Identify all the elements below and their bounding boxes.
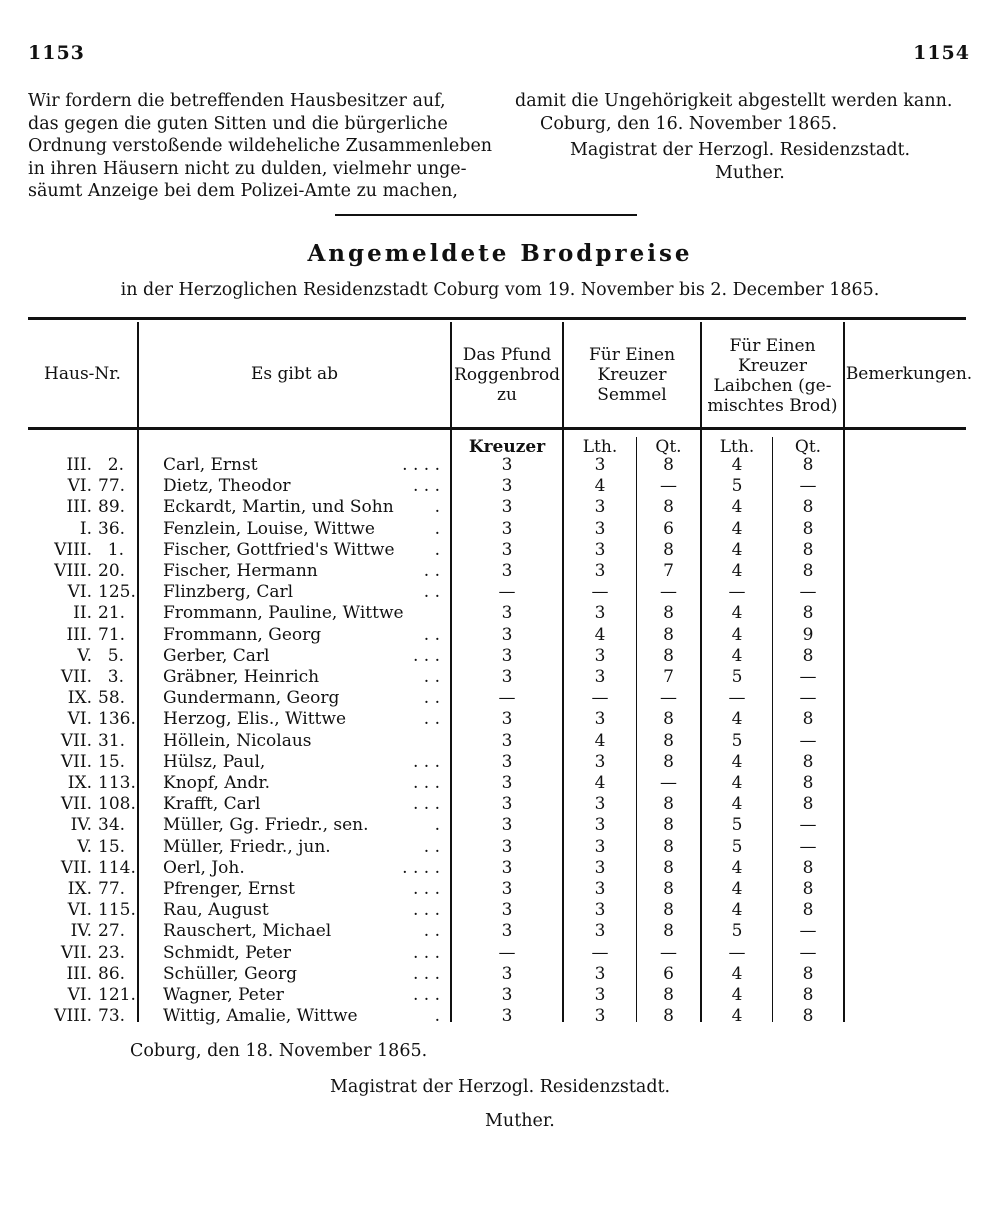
cell-s-lth: 3 (594, 751, 606, 772)
intro-left-line: Wir fordern die betreffenden Hausbesitzer auf, (28, 91, 446, 111)
cell-s-lth: — (591, 942, 609, 963)
cell-l-lth: 4 (731, 900, 743, 921)
cell-l-qt: — (799, 582, 817, 603)
cell-l-lth: 5 (731, 667, 743, 687)
cell-s-lth: 4 (594, 476, 606, 497)
page-number-right: 1154 (913, 42, 970, 64)
cell-l-qt: 8 (802, 963, 814, 984)
cell-kr: 3 (501, 624, 513, 645)
cell-kr: 3 (501, 730, 513, 751)
header-semmel-line: Semmel (597, 385, 667, 405)
cell-s-lth: 3 (594, 518, 606, 539)
cell-name: Herzog, Elis., Wittwe (163, 709, 346, 730)
cell-dots: . . (423, 688, 440, 709)
intro-left-line: säumt Anzeige bei dem Polizei-Amte zu machen, (28, 181, 458, 201)
cell-kr: 3 (501, 773, 513, 793)
cell-s-lth: 3 (594, 709, 606, 730)
cell-l-lth: 5 (731, 476, 743, 497)
cell-l-lth: — (728, 688, 746, 709)
cell-kr: 3 (501, 1006, 513, 1027)
cell-s-lth: — (591, 582, 609, 603)
cell-district: V. (77, 836, 92, 857)
unit-laib-qt: Qt. (794, 437, 822, 457)
cell-dots: . . (423, 836, 440, 857)
cell-nr: 31. (98, 730, 126, 751)
cell-kr: 3 (501, 857, 513, 878)
cell-district: III. (66, 497, 92, 518)
table-top-rule (28, 317, 966, 320)
cell-name: Frommann, Pauline, Wittwe (163, 603, 404, 624)
cell-kr: 3 (501, 709, 513, 730)
cell-dots: . . (423, 624, 440, 645)
cell-l-lth: 5 (731, 815, 743, 836)
cell-name: Müller, Friedr., jun. (163, 836, 331, 857)
cell-kr: 3 (501, 603, 513, 624)
cell-l-lth: 5 (731, 730, 743, 751)
cell-dots: . . (423, 667, 440, 687)
cell-s-lth: 3 (594, 645, 606, 666)
intro-right-authority: Magistrat der Herzogl. Residenzstadt. (570, 140, 911, 160)
cell-l-qt: 8 (802, 645, 814, 666)
cell-district: III. (66, 455, 92, 475)
unit-laib-lth: Lth. (719, 437, 755, 457)
cell-l-qt: 8 (802, 857, 814, 878)
cell-nr: 89. (98, 497, 126, 518)
cell-district: VI. (67, 985, 92, 1005)
cell-s-qt: 8 (663, 751, 674, 772)
cell-s-qt: 8 (663, 497, 674, 518)
header-semmel-line: Für Einen (588, 345, 676, 365)
cell-nr: 114. (98, 857, 136, 878)
cell-l-qt: 8 (802, 709, 814, 730)
cell-nr: 121. (98, 985, 136, 1005)
cell-district: V. (77, 645, 92, 666)
cell-kr: 3 (501, 561, 513, 581)
cell-l-qt: 8 (802, 751, 814, 772)
cell-l-lth: 4 (731, 561, 743, 581)
cell-s-qt: 6 (663, 963, 674, 984)
cell-s-lth: 3 (594, 603, 606, 624)
cell-l-lth: 4 (731, 751, 743, 772)
cell-s-qt: 6 (663, 518, 674, 539)
cell-name: Gundermann, Georg (163, 688, 340, 709)
cell-dots: . . (423, 921, 440, 942)
cell-dots: . . . (412, 751, 440, 772)
cell-kr: 3 (501, 900, 513, 921)
cell-l-qt: 8 (802, 879, 814, 899)
table-header-rule (28, 427, 966, 430)
cell-name: Müller, Gg. Friedr., sen. (163, 815, 369, 836)
cell-name: Dietz, Theodor (163, 476, 291, 497)
cell-l-lth: 4 (731, 645, 743, 666)
cell-district: VII. (60, 794, 92, 815)
cell-l-lth: 4 (731, 794, 743, 815)
header-semmel (564, 345, 700, 405)
cell-kr: 3 (501, 751, 513, 772)
cell-l-lth: 5 (731, 921, 743, 942)
cell-name: Schüller, Georg (163, 963, 297, 984)
cell-s-qt: 8 (663, 709, 674, 730)
cell-name: Hülsz, Paul, (163, 751, 266, 772)
cell-l-lth: 4 (731, 709, 743, 730)
cell-l-qt: 8 (802, 561, 814, 581)
cell-name: Fischer, Gottfried's Wittwe (163, 539, 395, 560)
cell-dots: . . . (412, 645, 440, 666)
cell-nr: 1. (107, 539, 124, 560)
cell-s-lth: 3 (594, 815, 606, 836)
cell-s-qt: 8 (663, 815, 674, 836)
cell-name: Gerber, Carl (163, 645, 270, 666)
cell-kr: 3 (501, 645, 513, 666)
cell-s-qt: — (660, 688, 677, 709)
cell-l-qt: 8 (802, 497, 814, 518)
cell-l-qt: 8 (802, 603, 814, 624)
cell-name: Schmidt, Peter (163, 942, 291, 963)
cell-nr: 20. (98, 561, 126, 581)
cell-l-lth: 4 (731, 985, 743, 1005)
cell-s-qt: 8 (663, 857, 674, 878)
cell-s-lth: 3 (594, 794, 606, 815)
cell-name: Krafft, Carl (163, 794, 261, 815)
cell-l-qt: 8 (802, 539, 814, 560)
cell-dots: . . . (412, 985, 440, 1005)
cell-kr: 3 (501, 836, 513, 857)
cell-s-qt: 8 (663, 603, 674, 624)
cell-s-lth: 4 (594, 773, 606, 793)
cell-dots: . . . (412, 963, 440, 984)
cell-nr: 71. (98, 624, 126, 645)
unit-kreuzer: Kreuzer (468, 437, 546, 457)
cell-l-qt: 8 (802, 518, 814, 539)
cell-district: III. (66, 624, 92, 645)
cell-district: VII. (60, 942, 92, 963)
cell-s-qt: 8 (663, 730, 674, 751)
cell-dots: . . (423, 709, 440, 730)
cell-name: Carl, Ernst (163, 455, 258, 475)
intro-left-column (28, 90, 493, 203)
cell-l-qt: 9 (802, 624, 814, 645)
cell-l-qt: — (799, 667, 817, 687)
cell-l-lth: 4 (731, 1006, 743, 1027)
cell-district: I. (79, 518, 92, 539)
cell-nr: 113. (98, 773, 136, 793)
separator-rule (335, 214, 637, 216)
cell-kr: — (498, 582, 516, 603)
cell-district: IX. (67, 879, 92, 899)
cell-l-lth: — (728, 942, 746, 963)
cell-l-lth: 5 (731, 836, 743, 857)
cell-l-qt: 8 (802, 985, 814, 1005)
header-roggenbrod-line: Roggenbrod (454, 365, 560, 385)
cell-district: VIII. (54, 561, 92, 581)
cell-nr: 23. (98, 942, 126, 963)
cell-nr: 125. (98, 582, 136, 603)
cell-s-qt: 8 (663, 836, 674, 857)
cell-s-lth: 4 (594, 624, 606, 645)
page-number-left: 1153 (28, 42, 85, 64)
cell-kr: 3 (501, 794, 513, 815)
cell-s-qt: 8 (663, 985, 674, 1005)
header-bemerkungen: Bemerkungen. (845, 364, 973, 384)
cell-l-qt: 8 (802, 794, 814, 815)
header-laibchen-line: Laibchen (ge- (713, 376, 832, 396)
cell-s-qt: — (660, 773, 677, 793)
cell-l-qt: — (799, 815, 817, 836)
cell-nr: 36. (98, 518, 126, 539)
cell-s-qt: 7 (663, 561, 674, 581)
cell-dots: . (434, 815, 440, 836)
unit-semmel-qt: Qt. (655, 437, 682, 457)
cell-nr: 15. (98, 836, 126, 857)
cell-nr: 15. (98, 751, 126, 772)
cell-s-lth: 3 (594, 963, 606, 984)
cell-name: Höllein, Nicolaus (163, 730, 312, 751)
cell-district: II. (73, 603, 92, 624)
cell-name: Flinzberg, Carl (163, 582, 294, 603)
cell-dots: . (434, 539, 440, 560)
cell-l-qt: — (799, 688, 817, 709)
intro-left-line: Ordnung verstoßende wildeheliche Zusammenleben (28, 136, 493, 156)
cell-l-lth: 4 (731, 857, 743, 878)
cell-s-qt: — (660, 476, 677, 497)
cell-name: Knopf, Andr. (163, 773, 271, 793)
cell-l-lth: 4 (731, 539, 743, 560)
cell-kr: 3 (501, 497, 513, 518)
header-laibchen-line: Für Einen (729, 336, 816, 356)
cell-s-lth: 3 (594, 900, 606, 921)
cell-dots: . . . . (402, 455, 440, 475)
cell-s-qt: — (660, 582, 677, 603)
cell-district: IV. (70, 921, 92, 942)
cell-nr: 34. (98, 815, 126, 836)
header-semmel-line: Kreuzer (597, 365, 667, 385)
cell-s-lth: 3 (594, 985, 606, 1005)
cell-district: VI. (67, 900, 92, 921)
cell-nr: 77. (98, 476, 126, 497)
cell-l-lth: 4 (731, 455, 743, 475)
unit-semmel-lth: Lth. (582, 437, 618, 457)
cell-kr: 3 (501, 455, 513, 475)
cell-s-qt: 8 (663, 539, 674, 560)
cell-l-qt: — (799, 730, 817, 751)
header-laibchen (702, 336, 843, 416)
cell-l-qt: — (799, 942, 817, 963)
cell-district: VI. (67, 709, 92, 730)
cell-l-lth: 4 (731, 518, 743, 539)
cell-district: VIII. (54, 539, 92, 560)
cell-s-lth: 3 (594, 539, 606, 560)
cell-l-qt: 8 (802, 1006, 814, 1027)
cell-s-lth: — (591, 688, 609, 709)
footer-place-date: Coburg, den 18. November 1865. (130, 1041, 428, 1061)
cell-kr: — (498, 688, 516, 709)
cell-dots: . . . (412, 773, 440, 793)
cell-s-qt: 8 (663, 624, 674, 645)
cell-nr: 58. (98, 688, 126, 709)
cell-dots: . . (423, 561, 440, 581)
header-roggenbrod-line: Das Pfund (462, 345, 552, 365)
cell-district: VII. (60, 857, 92, 878)
cell-name: Wittig, Amalie, Wittwe (163, 1006, 358, 1027)
cell-kr: 3 (501, 815, 513, 836)
col-rule-name (137, 322, 139, 1022)
cell-dots: . . . . (402, 857, 440, 878)
cell-district: VII. (60, 667, 92, 687)
cell-name: Rauschert, Michael (163, 921, 332, 942)
cell-name: Oerl, Joh. (163, 857, 245, 878)
cell-l-lth: 4 (731, 603, 743, 624)
cell-kr: 3 (501, 879, 513, 899)
cell-dots: . . . (412, 476, 440, 497)
table-subtitle: in der Herzoglichen Residenzstadt Coburg vom 19. November bis 2. December 1865. (120, 280, 880, 300)
cell-nr: 3. (107, 667, 124, 687)
cell-nr: 2. (107, 455, 124, 475)
cell-s-qt: 8 (663, 455, 674, 475)
cell-s-lth: 3 (594, 561, 606, 581)
cell-district: VII. (60, 730, 92, 751)
cell-name: Frommann, Georg (163, 624, 322, 645)
intro-right-line: damit die Ungehörigkeit abgestellt werden kann. (515, 91, 953, 111)
cell-s-lth: 3 (594, 921, 606, 942)
cell-district: VII. (60, 751, 92, 772)
intro-left-line: das gegen die guten Sitten und die bürgerliche (28, 113, 448, 134)
cell-l-qt: 8 (802, 900, 814, 921)
cell-dots: . . (423, 582, 440, 603)
header-haus-nr: Haus-Nr. (44, 364, 121, 384)
cell-s-qt: 8 (663, 900, 674, 921)
cell-l-lth: 4 (731, 624, 743, 645)
header-es-gibt-ab: Es gibt ab (251, 364, 338, 384)
cell-l-lth: 4 (731, 879, 743, 899)
cell-name: Pfrenger, Ernst (163, 879, 295, 899)
header-roggenbrod (452, 345, 562, 405)
cell-district: III. (66, 963, 92, 984)
header-roggenbrod-line: zu (497, 385, 517, 405)
intro-left-line: in ihren Häusern nicht zu dulden, vielmehr unge- (28, 158, 467, 179)
cell-l-qt: 8 (802, 773, 814, 793)
cell-s-qt: — (660, 942, 677, 963)
footer-authority: Magistrat der Herzogl. Residenzstadt. (330, 1077, 671, 1097)
cell-nr: 73. (98, 1006, 126, 1027)
cell-kr: 3 (501, 518, 513, 539)
cell-s-qt: 8 (663, 879, 674, 899)
footer-signature: Muther. (485, 1111, 555, 1131)
cell-dots: . . . (412, 942, 440, 963)
cell-dots: . . . (412, 900, 440, 921)
intro-right-place-date: Coburg, den 16. November 1865. (540, 113, 838, 134)
cell-nr: 86. (98, 963, 126, 984)
cell-l-qt: — (799, 836, 817, 857)
cell-s-lth: 3 (594, 857, 606, 878)
table-title: Angemeldete Brodpreise (307, 240, 693, 267)
cell-district: IX. (67, 773, 92, 793)
cell-s-lth: 3 (594, 497, 606, 518)
cell-kr: 3 (501, 539, 513, 560)
cell-l-qt: — (799, 476, 817, 497)
cell-nr: 27. (98, 921, 126, 942)
cell-kr: 3 (501, 963, 513, 984)
col-rule-bemerk (843, 322, 845, 1022)
cell-name: Wagner, Peter (163, 985, 284, 1005)
intro-right-signature: Muther. (715, 162, 785, 183)
cell-nr: 21. (98, 603, 126, 624)
cell-s-lth: 3 (594, 455, 606, 475)
cell-dots: . . . (412, 794, 440, 815)
cell-kr: — (498, 942, 516, 963)
cell-district: IX. (67, 688, 92, 709)
cell-name: Rau, August (163, 900, 269, 921)
cell-district: VI. (67, 476, 92, 497)
cell-district: VI. (67, 582, 92, 603)
header-laibchen-line: mischtes Brod) (707, 396, 838, 416)
cell-s-lth: 3 (594, 836, 606, 857)
cell-nr: 136. (98, 709, 136, 730)
cell-l-qt: — (799, 921, 817, 942)
cell-s-qt: 7 (663, 667, 674, 687)
cell-kr: 3 (501, 667, 513, 687)
cell-kr: 3 (501, 985, 513, 1005)
cell-l-qt: 8 (802, 455, 814, 475)
cell-name: Fischer, Hermann (163, 561, 318, 581)
cell-s-qt: 8 (663, 921, 674, 942)
intro-right-column (505, 90, 975, 184)
cell-l-lth: — (728, 582, 746, 603)
cell-s-lth: 3 (594, 667, 606, 687)
cell-district: VIII. (54, 1006, 92, 1027)
cell-name: Eckardt, Martin, und Sohn (163, 497, 394, 518)
cell-name: Gräbner, Heinrich (163, 667, 320, 687)
cell-nr: 5. (107, 645, 124, 666)
cell-s-lth: 4 (594, 730, 606, 751)
cell-s-qt: 8 (663, 645, 674, 666)
cell-dots: . (434, 518, 440, 539)
cell-l-lth: 4 (731, 963, 743, 984)
cell-nr: 77. (98, 879, 126, 899)
cell-l-lth: 4 (731, 497, 743, 518)
cell-s-qt: 8 (663, 794, 674, 815)
cell-district: IV. (70, 815, 92, 836)
cell-nr: 115. (98, 900, 136, 921)
cell-name: Fenzlein, Louise, Wittwe (163, 518, 375, 539)
cell-kr: 3 (501, 476, 513, 497)
cell-s-lth: 3 (594, 1006, 606, 1027)
cell-nr: 108. (98, 794, 136, 815)
cell-l-lth: 4 (731, 773, 743, 793)
cell-s-lth: 3 (594, 879, 606, 899)
header-laibchen-line: Kreuzer (738, 356, 807, 376)
cell-dots: . . . (412, 879, 440, 899)
cell-kr: 3 (501, 921, 513, 942)
cell-dots: . (434, 1006, 440, 1027)
cell-s-qt: 8 (663, 1006, 674, 1027)
cell-dots: . (434, 497, 440, 518)
